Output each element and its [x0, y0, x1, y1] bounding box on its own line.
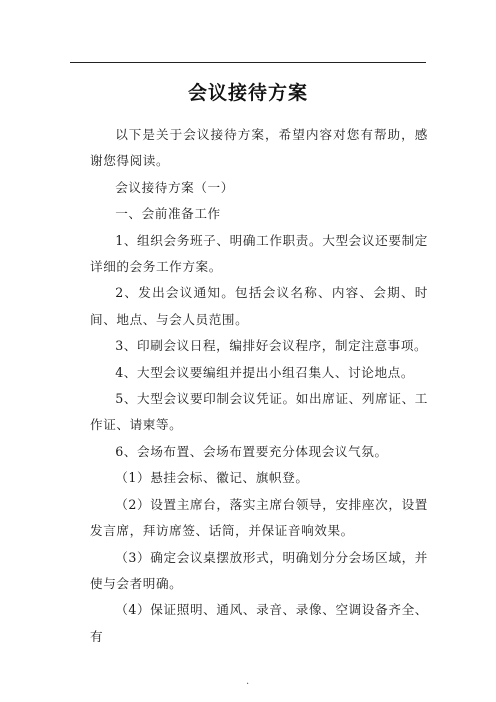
paragraph-item-5: 5、大型会议要印制会议凭证。如出席证、列席证、工作证、请柬等。	[90, 391, 428, 433]
paragraph-subitem-1: （1）悬挂会标、徽记、旗帜登。	[115, 470, 309, 486]
paragraph-item-2: 2、发出会议通知。包括会议名称、内容、会期、时间、地点、与会人员范围。	[90, 285, 428, 327]
paragraph-item-3: 3、印刷会议日程，编排好会议程序，制定注意事项。	[115, 338, 428, 354]
paragraph-subheading: 一、会前准备工作	[115, 206, 221, 222]
paragraph-item-4: 4、大型会议要编组并提出小组召集人、讨论地点。	[115, 364, 415, 380]
paragraph-item-1: 1、组织会务班子、明确工作职责。大型会议还要制定详细的会务工作方案。	[90, 232, 428, 275]
paragraph-section-heading: 会议接待方案（一）	[115, 179, 234, 195]
header-rule	[70, 62, 426, 63]
paragraph-subitem-2: （2）设置主席台，落实主席台领导，安排座次，设置发言席，拜访席签、话筒，并保证音响效果。	[90, 496, 428, 539]
paragraph-subitem-3: （3）确定会议桌摆放形式，明确划分分会场区域，并使与会者明确。	[90, 549, 428, 591]
document-title: 会议接待方案	[187, 82, 308, 104]
paragraph-item-6: 6、会场布置、会场布置要充分体现会议气氛。	[115, 443, 388, 459]
page-footer-mark: .	[246, 676, 250, 687]
paragraph-subitem-4: （4）保证照明、通风、录音、录像、空调设备齐全、有	[90, 602, 428, 644]
paragraph-intro: 以下是关于会议接待方案，希望内容对您有帮助，感谢您得阅读。	[90, 127, 428, 169]
document-body	[90, 122, 428, 650]
